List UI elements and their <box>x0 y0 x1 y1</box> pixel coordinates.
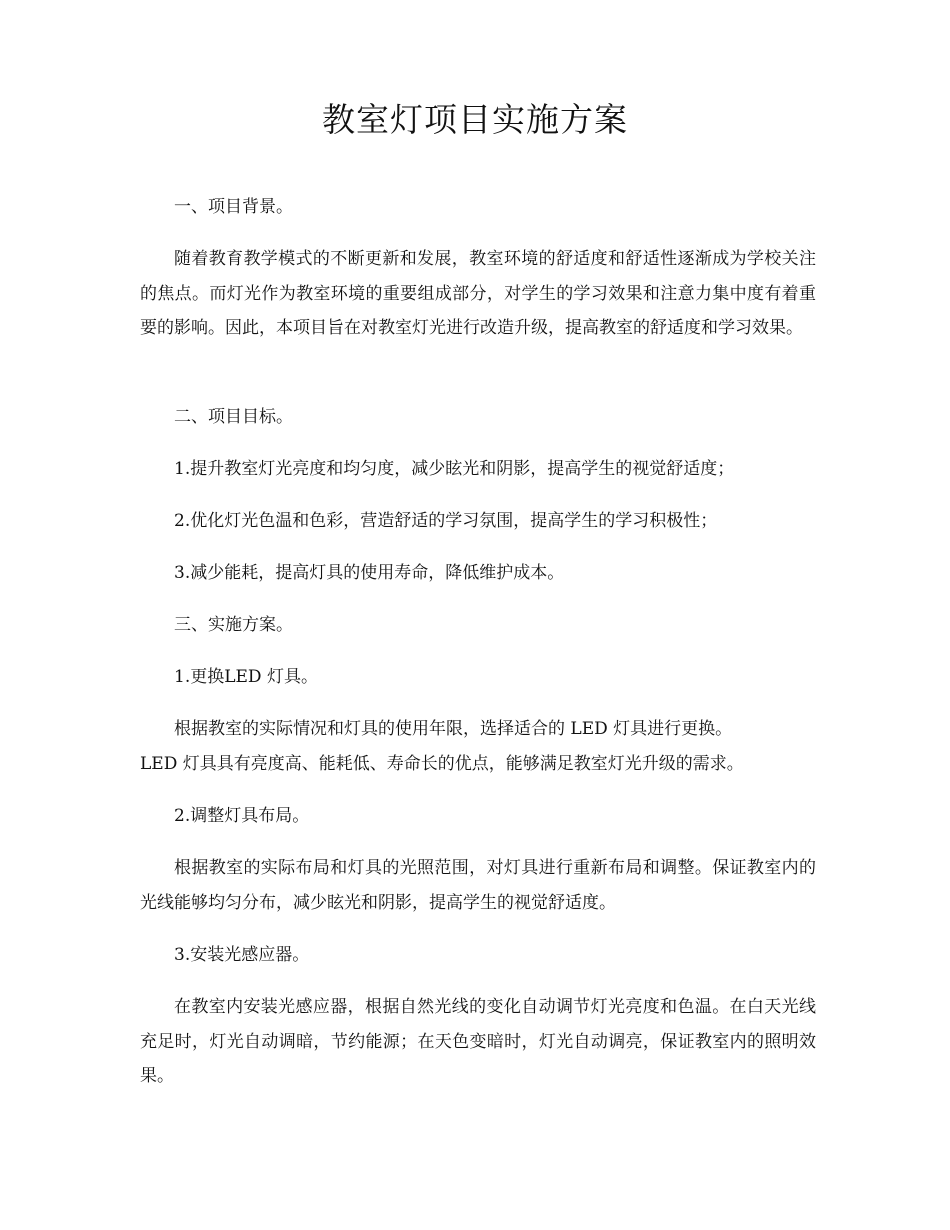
plan-paragraph-1-line-1: 根据教室的实际情况和灯具的使用年限，选择适合的 LED 灯具进行更换。 <box>174 719 733 739</box>
section-heading-plan: 三、实施方案。 <box>174 615 293 635</box>
plan-paragraph-2: 根据教室的实际布局和灯具的光照范围，对灯具进行重新布局和调整。保证教室内的光线能够均匀分布，减少眩光和阴影，提高学生的视觉舒适度。 <box>140 858 816 913</box>
goal-item-1: 1.提升教室灯光亮度和均匀度，减少眩光和阴影，提高学生的视觉舒适度； <box>174 459 735 479</box>
plan-subheading-3: 3.安装光感应器。 <box>174 945 310 965</box>
plan-paragraph-3: 在教室内安装光感应器，根据自然光线的变化自动调节灯光亮度和色温。在白天光线充足时，灯光自动调暗，节约能源；在天色变暗时，灯光自动调亮，保证教室内的照明效果。 <box>140 997 816 1086</box>
goal-item-3: 3.减少能耗，提高灯具的使用寿命，降低维护成本。 <box>174 563 565 583</box>
section-heading-background: 一、项目背景。 <box>174 197 293 217</box>
document-title: 教室灯项目实施方案 <box>322 100 628 139</box>
plan-paragraph-1-line-2: LED 灯具具有亮度高、能耗低、寿命长的优点，能够满足教室灯光升级的需求。 <box>140 754 744 774</box>
plan-subheading-2: 2.调整灯具布局。 <box>174 806 310 826</box>
section-heading-goals: 二、项目目标。 <box>174 407 293 427</box>
goal-item-2: 2.优化灯光色温和色彩，营造舒适的学习氛围，提高学生的学习积极性； <box>174 511 718 531</box>
paragraph-background: 随着教育教学模式的不断更新和发展，教室环境的舒适度和舒适性逐渐成为学校关注的焦点。而灯光作为教室环境的重要组成部分，对学生的学习效果和注意力集中度有着重要的影响。因此，本项目旨在对教室灯光进行改造升级，提高教室的舒适度和学习效果。 <box>140 249 816 338</box>
plan-subheading-1: 1.更换LED 灯具。 <box>174 667 318 687</box>
